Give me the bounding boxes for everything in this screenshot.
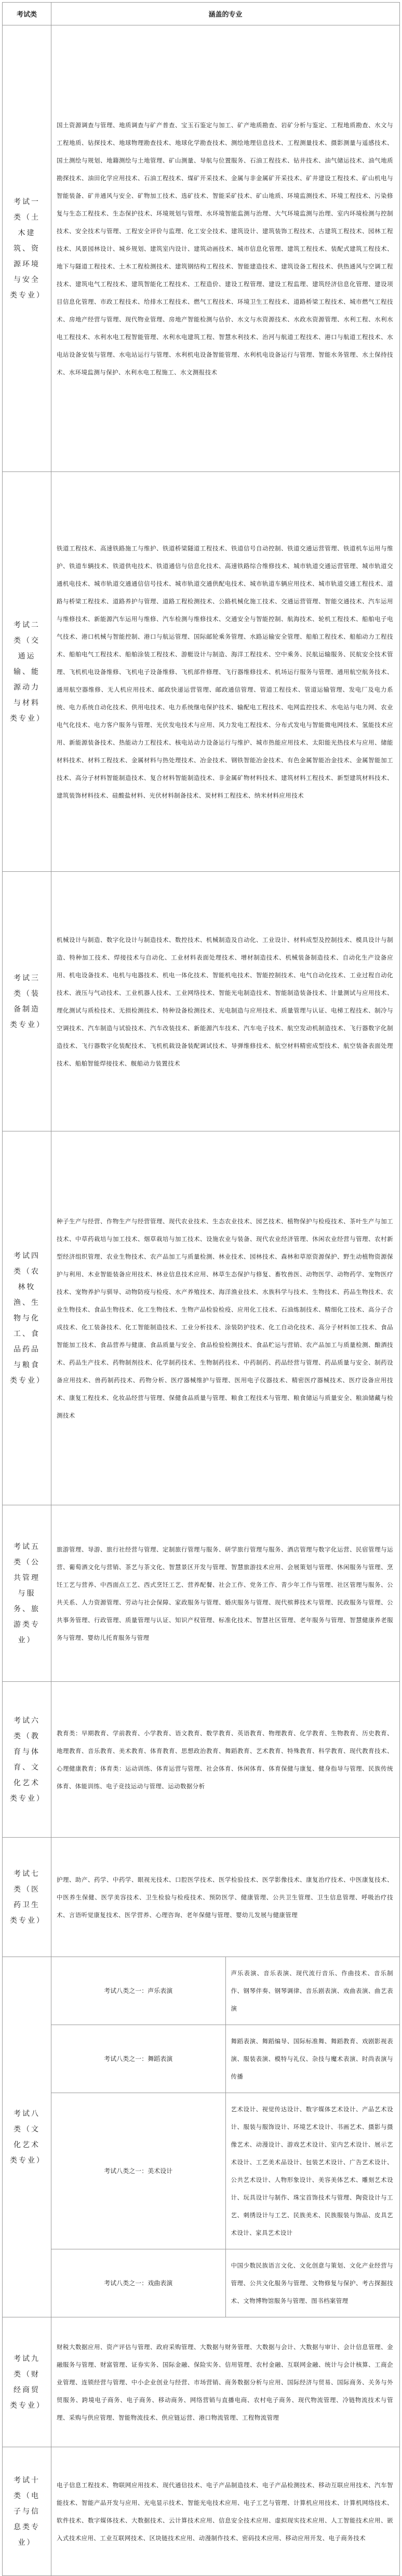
row-category: 考试六类（教育与体育、文化艺术类专业） xyxy=(3,1682,51,1838)
row-category: 考试九类（财经商贸类专业） xyxy=(3,2317,51,2447)
row-majors: 艺术设计、视觉传达设计、数字媒体艺术设计、产品艺术设计、服装与服饰设计、环境艺术设计、书画艺术、摄影与摄像艺术、动漫设计、游戏艺术设计、室内艺术设计、展示艺术设计、工艺美术品设计、包装艺术设计、广告艺术设计、公共艺术设计、人物形象设计、美容美体艺术、雕刻艺术设计、玩具设计与制作、珠宝首饰技术与管理、陶瓷设计与工艺、刺绣设计与工艺、民族美术、民族服装与饰品、皮具艺术设计、家具艺术设计 xyxy=(225,2093,400,2249)
table-row xyxy=(3,2249,400,2317)
row-category: 考试五类（公共管理与服务、旅游类专业） xyxy=(3,1505,51,1682)
row-subcategory: 考试八类之一：戏曲表演 xyxy=(51,2249,226,2317)
table-row xyxy=(3,1838,400,1957)
row-majors: 声乐表演、音乐表演、现代流行音乐、作曲技术、音乐制作、钢琴伴奏、钢琴调律、音乐剧表演、戏曲表演、曲艺表演 xyxy=(225,1957,400,2025)
row-majors: 机械设计与制造、数字化设计与制造技术、数控技术、机械制造及自动化、工业设计、材料成型及控制技术、模具设计与制造、特种加工技术、焊接技术与自动化、工业材料表面处理技术、增材制造技术、机械装备制造技术、自动化生产设备应用、机电设备技术、电机与电器技术、机电一体化技术、智能机电技术、智能控制技术、电气自动化技术、工业过程自动化技术、液压与气动技术、工业机器人技术、工业网络技术、智能光电制造技术、智能制造装备技术、计量测试与应用技术、理化测试与质检技术、无损检测技术、特种设备检测技术、光电制造与应用技术、质量管理与认证、电梯工程技术、制冷与空调技术、汽车制造与试验技术、汽车改装技术、新能源汽车技术、汽车电子技术、航空发动机制造技术、飞行器数字化制造技术、飞行器数字化装配技术、飞机机载设备装配调试技术、导弹维修技术、航空材料精密成型技术、航空装备表面处理技术、船舶智能焊接技术、舰船动力装置技术 xyxy=(51,872,400,1131)
row-majors: 财税大数据应用、资产评估与管理、政府采购管理、大数据与财务管理、大数据与会计、大数据与审计、会计信息管理、金融服务与管理、财富管理、证券实务、国际金融、保险实务、信用管理、农村金融、互联网金融、统计与会计核算、工商企业管理、连锁经营与管理、中小企业创业与经营、市场营销、商务数据分析与应用、国际经济与贸易、国际商务、关务与外贸服务、跨境电子商务、电子商务、移动商务、网络营销与直播电商、农村电子商务、现代物流管理、冷链物流技术与管理、采购与供应管理、智能物流技术、供应链运营、港口物流管理、工程物流管理 xyxy=(51,2317,400,2447)
majors-table xyxy=(2,2,400,2576)
row-category: 考试三类（装备制造类专业） xyxy=(3,872,51,1131)
table-row xyxy=(3,1131,400,1505)
table-row xyxy=(3,2447,400,2576)
row-majors: 电子信息工程技术、物联网应用技术、现代通信技术、电子产品制造技术、电子产品检测技术、移动互联应用技术、汽车智能技术、智能产品开发与应用、光电显示技术、智能光电技术应用、电子工艺与管理、计算机应用技术、计算机网络技术、软件技术、数字媒体技术、大数据技术、云计算技术应用、信息安全技术应用、虚拟现实技术应用、人工智能技术应用、嵌入式技术应用、工业互联网技术、区块链技术应用、动漫制作技术、密码技术应用、移动应用开发、电子商务技术 xyxy=(51,2447,400,2576)
row-majors: 护理、助产、药学、中药学、眼视光技术、口腔医学技术、医学检验技术、医学影像技术、康复治疗技术、中医康复技术、中医养生保健、医学美容技术、卫生检验与检疫技术、预防医学、健康管理、公共卫生管理、卫生信息管理、呼吸治疗技术、言语听觉康复技术、医学营养、心理咨询、老年保健与管理、婴幼儿发展与健康管理 xyxy=(51,1838,400,1957)
table-row xyxy=(3,1505,400,1682)
row-category: 考试四类（农林牧渔、生物与化工、食品药品与粮食类专业） xyxy=(3,1131,51,1505)
table-row xyxy=(3,2025,400,2093)
table-header xyxy=(3,3,400,25)
header-majors: 涵盖的专业 xyxy=(51,3,400,25)
row-majors: 教育类：早期教育、学前教育、小学教育、语文教育、数学教育、英语教育、物理教育、化学教育、生物教育、历史教育、地理教育、音乐教育、美术教育、体育教育、思想政治教育、舞蹈教育、艺术教育、特殊教育、科学教育、现代教育技术、心理健康教育；体育类：运动训练、体育运营与管理、社会体育、休闲体育、体育保健与康复、健身指导与管理、民族传统体育、体能训练、电子竞技运动与管理、运动数据分析 xyxy=(51,1682,400,1838)
table-row xyxy=(3,472,400,872)
table-row xyxy=(3,1957,400,2025)
table-row xyxy=(3,1682,400,1838)
row-subcategory: 考试八类之一：美术设计 xyxy=(51,2093,226,2249)
row-majors: 旅游管理、导游、旅行社经营与管理、定制旅行管理与服务、研学旅行管理与服务、酒店管理与数字化运营、民宿管理与运营、葡萄酒文化与营销、茶艺与茶文化、智慧景区开发与管理、智慧旅游技术应用、会展策划与管理、休闲服务与管理、烹饪工艺与营养、中西面点工艺、西式烹饪工艺、营养配餐、社会工作、党务工作、青少年工作与管理、社区管理与服务、公共关系、人力资源管理、劳动与社会保障、家政服务与管理、婚庆服务与管理、现代殡葬技术与管理、民政服务与管理、公共事务管理、行政管理、质量管理与认证、知识产权管理、标准化技术、智慧社区管理、老年服务与管理、智慧健康养老服务与管理、婴幼儿托育服务与管理 xyxy=(51,1505,400,1682)
table-row xyxy=(3,25,400,472)
row-majors: 中国少数民族语言文化、文化创意与策划、文化产业经营与管理、公共文化服务与管理、文物修复与保护、考古探掘技术、文物博物馆服务与管理、图书档案管理 xyxy=(225,2249,400,2317)
table-row xyxy=(3,2317,400,2447)
row-subcategory: 考试八类之一：舞蹈表演 xyxy=(51,2025,226,2093)
row-category: 考试八类（文化艺术类专业） xyxy=(3,1957,51,2317)
row-category: 考试二类（交通运输、能源动力与材料类专业） xyxy=(3,472,51,872)
row-majors: 舞蹈表演、舞蹈编导、国际标准舞、舞蹈教育、戏剧影视表演、服装表演、模特与礼仪、杂技与魔术表演、时尚表演与传播 xyxy=(225,2025,400,2093)
row-majors: 铁道工程技术、高速铁路施工与维护、铁道桥梁隧道工程技术、铁道信号自动控制、铁道交通运营管理、铁道机车运用与维护、铁道车辆技术、铁道供电技术、铁道通信与信息化技术、高速铁路综合维修技术、城市轨道交通运营管理、城市轨道交通机电技术、城市轨道交通通信信号技术、城市轨道交通供配电技术、城市轨道车辆应用技术、城市轨道交通工程技术、道路与桥梁工程技术、道路养护与管理、道路工程检测技术、公路机械化施工技术、交通运营管理、智能交通技术、汽车运用与维修技术、新能源汽车运用与维修、汽车检测与维修技术、交通安全与智能控制、航海技术、轮机工程技术、船舶电子电气技术、港口机械与智能控制、港口与航运管理、国际邮轮乘务管理、水路运输安全管理、船舶工程技术、船舶动力工程技术、船舶电气工程技术、船舶涂装工程技术、游艇设计与制造、海洋工程技术、空中乘务、民航运输服务、民航安全技术管理、飞机机电设备维修、飞机电子设备维修、飞机部件修理、飞行器维修技术、机场运行服务与管理、通用航空航务技术、通用航空器维修、无人机应用技术、邮政快递运营管理、邮政通信管理、管道工程技术、管道运输管理、发电厂及电力系统、电力系统自动化技术、供用电技术、电力系统继电保护技术、输配电工程技术、电网监控技术、水电站与电力网、农业电气化技术、电力客户服务与管理、光伏发电技术与应用、风力发电工程技术、分布式发电与智能微电网技术、氢能技术应用、新能源装备技术、热能动力工程技术、核电站动力设备运行与维护、城市热能应用技术、太阳能光热技术与应用、储能材料技术、材料工程技术、金属材料与热处理技术、冶金技术、钢铁智能冶金技术、有色金属智能冶金技术、金属智能加工技术、高分子材料智能制造技术、复合材料智能制造技术、非金属矿物材料技术、建筑材料工程技术、新型建筑材料技术、建筑装饰材料技术、硅酸盐材料、光伏材料制备技术、炭材料工程技术、纳米材料应用技术 xyxy=(51,472,400,872)
row-category: 考试七类（医药卫生类专业） xyxy=(3,1838,51,1957)
row-category: 考试一类（土木建筑、资源环境与安全类专业） xyxy=(3,25,51,472)
header-category: 考试类 xyxy=(3,3,51,25)
table-row xyxy=(3,2093,400,2249)
table-row xyxy=(3,872,400,1131)
row-category: 考试十类（电子与信息类专业） xyxy=(3,2447,51,2576)
row-majors: 种子生产与经营、作物生产与经营管理、现代农业技术、生态农业技术、园艺技术、植物保护与检疫技术、茶叶生产与加工技术、中草药栽培与加工技术、烟草栽培与加工技术、设施农业与装备、现代农业经济管理、休闲农业经营与管理、农村新型经济组织管理、农业生物技术、农产品加工与质量检测、林业技术、园林技术、森林和草原资源保护、野生动植物资源保护与利用、木业智能装备应用技术、林业信息技术应用、林草生态保护与修复、畜牧兽医、动物医学、动物药学、宠物医疗技术、宠物养护与驯导、动物防疫与检疫、水产养殖技术、海洋渔业技术、水族科学与技术、生物技术、药品生物技术、农业生物技术、食品生物技术、化工生物技术、生物产品检验检疫、应用化工技术、石油炼制技术、精细化工技术、高分子合成技术、化工装备技术、化工智能制造技术、工业分析技术、涂装防护技术、化工自动化技术、高分子材料加工技术、食品智能加工技术、食品营养与健康、食品质量与安全、食品检验检测技术、食品贮运与营销、农产品加工与质量检测、酿酒技术、药品生产技术、药物制剂技术、化学制药技术、生物制药技术、中药制药、药品经营与管理、药品质量与安全、制药设备应用技术、兽药制药技术、药物分析、医疗器械维护与管理、医用电子仪器技术、精密医疗器械技术、医疗设备应用技术、康复工程技术、化妆品经营与管理、保健食品质量与管理、粮食工程技术与管理、粮食储运与质量安全、粮油储藏与检测技术 xyxy=(51,1131,400,1505)
row-majors: 国土资源调查与管理、地质调查与矿产普查、宝玉石鉴定与加工、矿产地质勘查、岩矿分析与鉴定、工程地质勘查、水文与工程地质、钻探技术、地球物理勘查技术、地球化学勘查技术、测绘地理信息技术、工程测量技术、摄影测量与遥感技术、国土测绘与规划、地籍测绘与土地管理、矿山测量、导航与位置服务、石油工程技术、钻井技术、油气储运技术、油气地质勘探技术、油田化学应用技术、石油工程技术、煤矿开采技术、金属与非金属矿开采技术、矿井建设工程技术、矿山机电与智能装备、矿井通风与安全、矿物加工技术、选矿技术、智能采矿技术、矿山地质、环境监测技术、环境工程技术、污染修复与生态工程技术、生态保护技术、环境规划与管理、水环境智能监测与治理、大气环境监测与治理、室内环境检测与控制技术、安全技术与管理、工程安全评价与监理、化工安全技术、建筑设计、建筑装饰工程技术、古建筑工程技术、园林工程技术、风景园林设计、城乡规划、建筑室内设计、建筑动画技术、城市信息化管理、建筑工程技术、装配式建筑工程技术、地下与隧道工程技术、土木工程检测技术、建筑钢结构工程技术、智能建造技术、建筑设备工程技术、供热通风与空调工程技术、建筑电气工程技术、建筑智能化工程技术、工程造价、建设工程管理、建设工程监理、建筑经济信息化管理、建设项目信息化管理、市政工程技术、给排水工程技术、燃气工程技术、环境卫生工程技术、道路桥梁工程技术、城市燃气工程技术、房地产经营与管理、现代物业管理、房地产智能检测与估价、水文与水资源技术、水政水资源管理、水利工程、水利水电工程技术、水利水电工程智能管理、水利水电建筑工程、智慧水利技术、治河与航道工程技术、港口与航道工程技术、水电站设备安装与管理、水电站运行与管理、水利机电设备智能管理、水利机电设备运行与管理、智能水务管理、水土保持技术、水环境监测与保护、水利水电工程施工、水文测报技术 xyxy=(51,25,400,472)
row-subcategory: 考试八类之一：声乐表演 xyxy=(51,1957,226,2025)
